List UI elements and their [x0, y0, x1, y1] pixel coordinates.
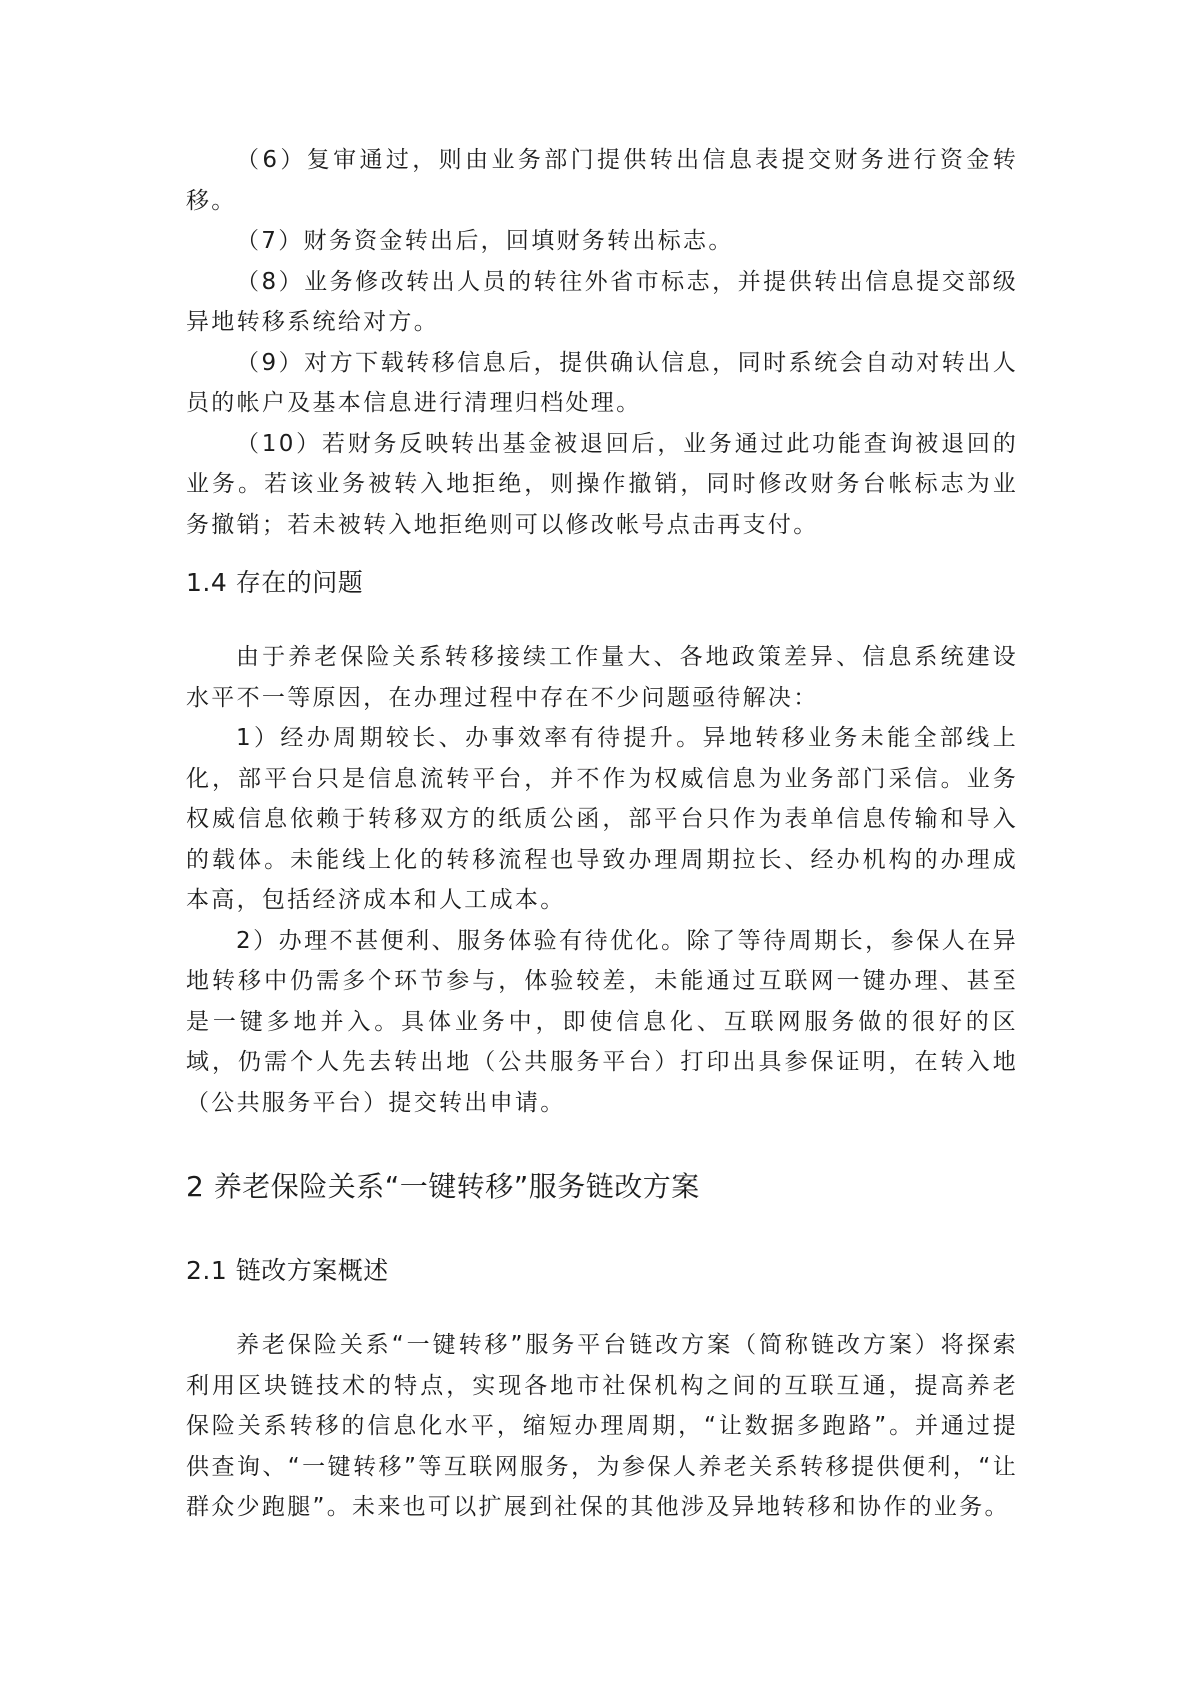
section-2-1-overview-paragraph: 养老保险关系“一键转移”服务平台链改方案（简称链改方案）将探索利用区块链技术的特点，实现各地市社保机构之间的互联互通，提高养老保险关系转移的信息化水平，缩短办理周期，“让数据多跑路”。并通过提供查询、“一键转移”等互联网服务，为参保人养老关系转移提供便利，“让群众少跑腿”。未来也可以扩展到社保的其他涉及异地转移和协作的业务。	[186, 1332, 1018, 1520]
section-heading-1-4: 1.4 存在的问题	[186, 568, 364, 597]
section-1-4-intro-paragraph: 由于养老保险关系转移接续工作量大、各地政策差异、信息系统建设水平不一等原因，在办理过程中存在不少问题亟待解决：	[186, 644, 1018, 711]
procedure-step-10: （10）若财务反映转出基金被退回后，业务通过此功能查询被退回的业务。若该业务被转入地拒绝，则操作撤销，同时修改财务台帐标志为业务撤销；若未被转入地拒绝则可以修改帐号点击再支付。	[186, 430, 1018, 538]
document-page	[186, 140, 1018, 1528]
procedure-step-9: （9）对方下载转移信息后，提供确认信息，同时系统会自动对转出人员的帐户及基本信息进行清理归档处理。	[186, 349, 1018, 416]
section-1-4-problem-2-paragraph: 2）办理不甚便利、服务体验有待优化。除了等待周期长，参保人在异地转移中仍需多个环节参与，体验较差，未能通过互联网一键办理、甚至是一键多地并入。具体业务中，即使信息化、互联网服务做的很好的区域，仍需个人先去转出地（公共服务平台）打印出具参保证明，在转入地（公共服务平台）提交转出申请。	[186, 927, 1018, 1116]
section-1-4-problem-1-paragraph: 1）经办周期较长、办事效率有待提升。异地转移业务未能全部线上化，部平台只是信息流转平台，并不作为权威信息为业务部门采信。业务权威信息依赖于转移双方的纸质公函，部平台只作为表单信息传输和导入的载体。未能线上化的转移流程也导致办理周期拉长、经办机构的办理成本高，包括经济成本和人工成本。	[186, 725, 1018, 913]
section-heading-2-1: 2.1 链改方案概述	[186, 1256, 389, 1285]
section-heading-2: 2 养老保险关系“一键转移”服务链改方案	[186, 1170, 700, 1203]
procedure-step-7: （7）财务资金转出后，回填财务转出标志。	[236, 228, 734, 254]
procedure-step-8: （8）业务修改转出人员的转往外省市标志，并提供转出信息提交部级异地转移系统给对方。	[186, 268, 1018, 335]
procedure-step-6: （6）复审通过，则由业务部门提供转出信息表提交财务进行资金转移。	[186, 147, 1018, 214]
